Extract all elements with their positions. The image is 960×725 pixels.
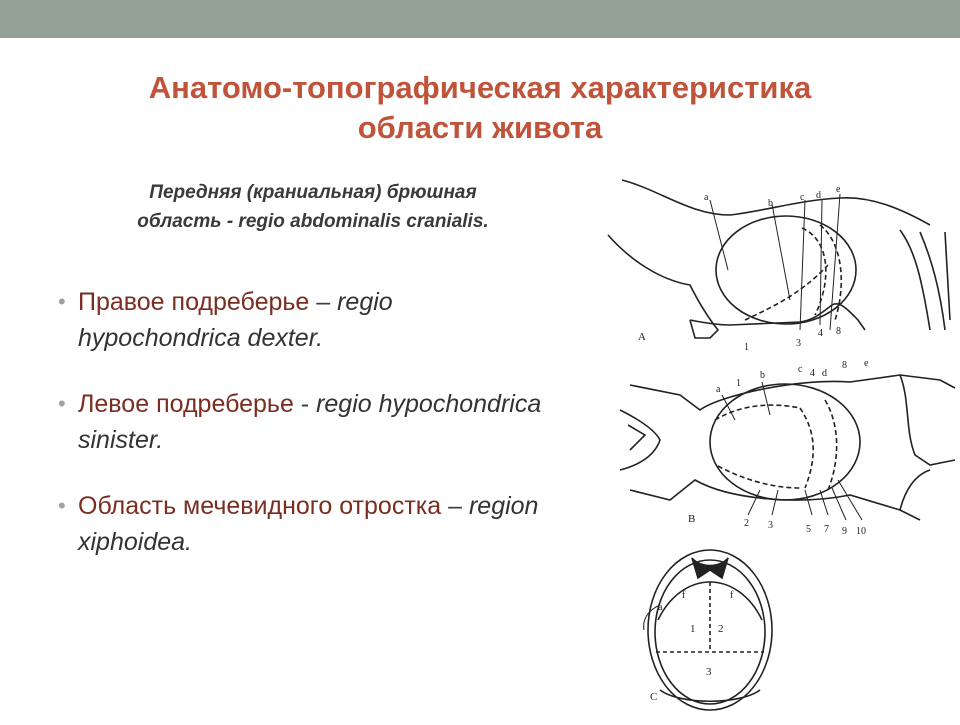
bullet-latin-text: region xiphoidea. — [78, 492, 539, 556]
slide-title — [60, 68, 900, 148]
panel-a-letter: e — [836, 184, 841, 195]
panel-a-number: 3 — [796, 338, 801, 349]
bullet-separator: – — [309, 288, 338, 316]
bullet-ru-text: Левое подреберье — [78, 390, 294, 418]
panel-c-letter: f — [730, 590, 734, 601]
bullet-list — [58, 284, 558, 590]
panel-b-number: 3 — [768, 520, 773, 531]
panel-a-number: 8 — [836, 326, 841, 337]
bullet-ru-text: Правое подреберье — [78, 288, 310, 316]
slide-subtitle — [58, 178, 568, 236]
panel-b-number: 5 — [806, 524, 811, 535]
panel-b-letter: e — [864, 358, 869, 369]
panel-a-drawing — [608, 180, 950, 338]
bullet-item — [58, 386, 558, 458]
bullet-item — [58, 284, 558, 356]
panel-c-number: 2 — [718, 623, 724, 635]
panel-b-drawing — [620, 375, 955, 520]
top-banner — [0, 0, 960, 38]
panel-c-drawing — [644, 550, 772, 710]
panel-b-number: 2 — [744, 518, 749, 529]
panel-a-letter: b — [768, 198, 773, 209]
anatomy-figure — [600, 170, 960, 720]
panel-b-letter: a — [716, 384, 721, 395]
bullet-latin-text: regio hypochondrica sinister. — [78, 390, 542, 454]
panel-a-letter: d — [816, 190, 821, 201]
bullet-dot-icon: • — [58, 391, 66, 416]
panel-b-letter: d — [822, 368, 827, 379]
panel-a-number: 4 — [818, 328, 823, 339]
panel-c-letter: f — [682, 590, 686, 601]
panel-b-letter: c — [798, 364, 803, 375]
title-line-1: Анатомо-топографическая характеристика — [148, 70, 812, 105]
panel-b-letter: 8 — [842, 360, 847, 371]
bullet-item — [58, 488, 558, 560]
panel-a-number: 1 — [744, 342, 749, 353]
panel-b-number: 7 — [824, 524, 829, 535]
bullet-separator: – — [441, 492, 469, 520]
subtitle-line-2: область - regio abdominalis cranialis. — [137, 211, 489, 232]
panel-c-number: 1 — [690, 623, 696, 635]
panel-c-label: C — [650, 691, 658, 703]
panel-b-number: 9 — [842, 526, 847, 537]
panel-b-number: 10 — [856, 526, 866, 537]
panel-b-letter: 1 — [736, 378, 741, 389]
title-line-2: области живота — [357, 110, 603, 145]
panel-c-letter: a — [658, 602, 663, 613]
panel-a-label: A — [638, 331, 646, 343]
panel-b-letter: b — [760, 370, 765, 381]
panel-b-letter: 4 — [810, 368, 815, 379]
bullet-dot-icon: • — [58, 493, 66, 518]
subtitle-line-1: Передняя (краниальная) брюшная — [149, 182, 477, 203]
bullet-dot-icon: • — [58, 289, 66, 314]
panel-c-number: 3 — [706, 666, 712, 678]
bullet-separator: - — [293, 390, 317, 418]
panel-b-label: B — [688, 513, 696, 525]
panel-a-letter: a — [704, 192, 709, 203]
bullet-latin-text: regio hypochondrica dexter. — [78, 288, 393, 352]
panel-a-letter: c — [800, 192, 805, 203]
bullet-ru-text: Область мечевидного отростка — [78, 492, 442, 520]
